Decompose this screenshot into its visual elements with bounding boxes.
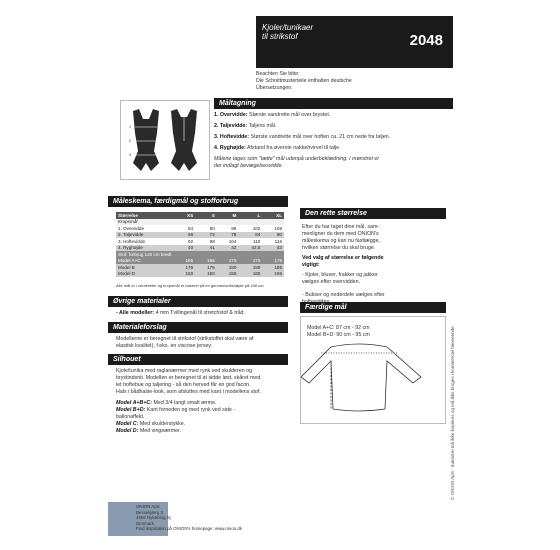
table-footnote: Alle mål er i centimeter og kropsmål er baseret på en gennemsnitshøjde på 168 cm.: [116, 283, 265, 288]
header-title-line2: til strikstof: [262, 32, 298, 41]
footer-address: ONION ApS Bessekjærg 3 4500 Nykøbing Sj Denmark Find inspiration på ONION's homepage: www.onion.dk: [136, 504, 243, 532]
svg-text:1: 1: [129, 125, 131, 129]
materialeforslag-text: Modellerne er beregnet til strikstof (strikstoffet skal være af elastisk kvalitet), f.eks. en viscose jersey.: [116, 336, 254, 349]
body-figure-icon: [121, 101, 209, 179]
maltagning-list: 1. Overvidde: Største vandrette mål over brystet. 2. Taljevidde: Taljens mål. 3. Hoftevidde: Største vandrette mål over hoften ca. 21 cm nede fra taljen. 4. Ryghøjde: Afstand fra øverste nakkehvirvel til talje. Målene tages som "tætte" mål udenpå underbeklædning. I mønstret er der indlagt bevægelsesvidde.: [214, 112, 391, 169]
copyright-note: © ONION ApS - mønstret må ikke kopieres og må ikke bruges i kommerciel henseende.: [450, 325, 455, 500]
section-title-ovrige: Øvrige materialer: [108, 296, 288, 307]
finished-garment-figure: Model A+C: 87 cm - 92 cm Model B+D: 90 cm - 95 cm: [300, 316, 446, 424]
german-note: Beachten Sie bitte: Die Schnittmusterteile enthalten deutsche Übersetzungen.: [256, 71, 352, 91]
section-title-materialeforslag: Materialeforslag: [108, 322, 288, 333]
header-title-line1: Kjoler/tunikaer: [262, 23, 314, 32]
garment-icon: [301, 317, 447, 425]
table-row: 3. Hoftevidde 92 98 104 110 116: [118, 238, 282, 244]
svg-text:4: 4: [186, 118, 188, 122]
pattern-number: 2048: [409, 32, 443, 49]
table-row: Model D 150 150 155 160 165: [118, 271, 282, 277]
size-table: [116, 212, 284, 277]
table-header-row: Størrelse XS S M L XL: [118, 212, 282, 218]
section-title-maleskema: Måleskema, færdigmål og stofforbrug: [108, 196, 288, 207]
table-row: Model B 175 175 180 180 185: [118, 264, 282, 270]
table-row: 1. Overvidde 84 90 96 102 108: [118, 225, 282, 231]
ovrige-text: - Alle modeller: 4 mm Tvillingenål til stretchstof & tråd.: [116, 310, 245, 316]
header-block: [256, 16, 453, 68]
body-measurement-figure: [120, 100, 210, 180]
pattern-sheet: [108, 16, 453, 536]
section-title-maltagning: Måltagning: [214, 98, 453, 109]
table-fabric-header: Stof: forbrug 140 cm bredt: [116, 251, 284, 258]
silhouet-text: Kjole/tunika med raglanærmer med rynk ved skulderen og brystindsnit. Modellen er beregnet til at sidde løst, skåret med let hoftebue og taljering - så den herved får en god facon. Hals i bådhalse-look, som afsluttes med kant i modellens stof. Model A+B+C: Med 3/4 langt smalt ærme. Model B+D: Kant forneden og med rynk ved side - ballonaffekt. Model C: Med skulderstykke. Model D: Med vingeærmer.: [116, 368, 261, 434]
section-title-faerdige: Færdige mål: [300, 302, 446, 313]
rette-text: Efter du har taget dine mål, sam- menligner du dem med ONION's måleskema og kan nu fastlægge, hvilken størrelse du skal bruge. Ved valg af størrelse er følgende vigtigt: - Kjoler, bluser, frakker og jakker vælges efter overvidden. - Bukser og nederdele vælges efter: [302, 224, 385, 298]
table-row: 4. Ryghøjde 40 41 42 42,5 43: [118, 245, 282, 251]
table-subheader-row: Kropsmål: [116, 219, 284, 226]
table-row: Model A+C 165 165 170 170 175: [118, 258, 282, 264]
svg-text:2: 2: [129, 139, 131, 143]
table-row: 2. Taljevidde 66 72 78 84 90: [118, 232, 282, 238]
section-title-silhouet: Silhouet: [108, 354, 288, 365]
section-title-rette: Den rette størrelse: [300, 208, 446, 219]
svg-text:3: 3: [129, 153, 131, 157]
